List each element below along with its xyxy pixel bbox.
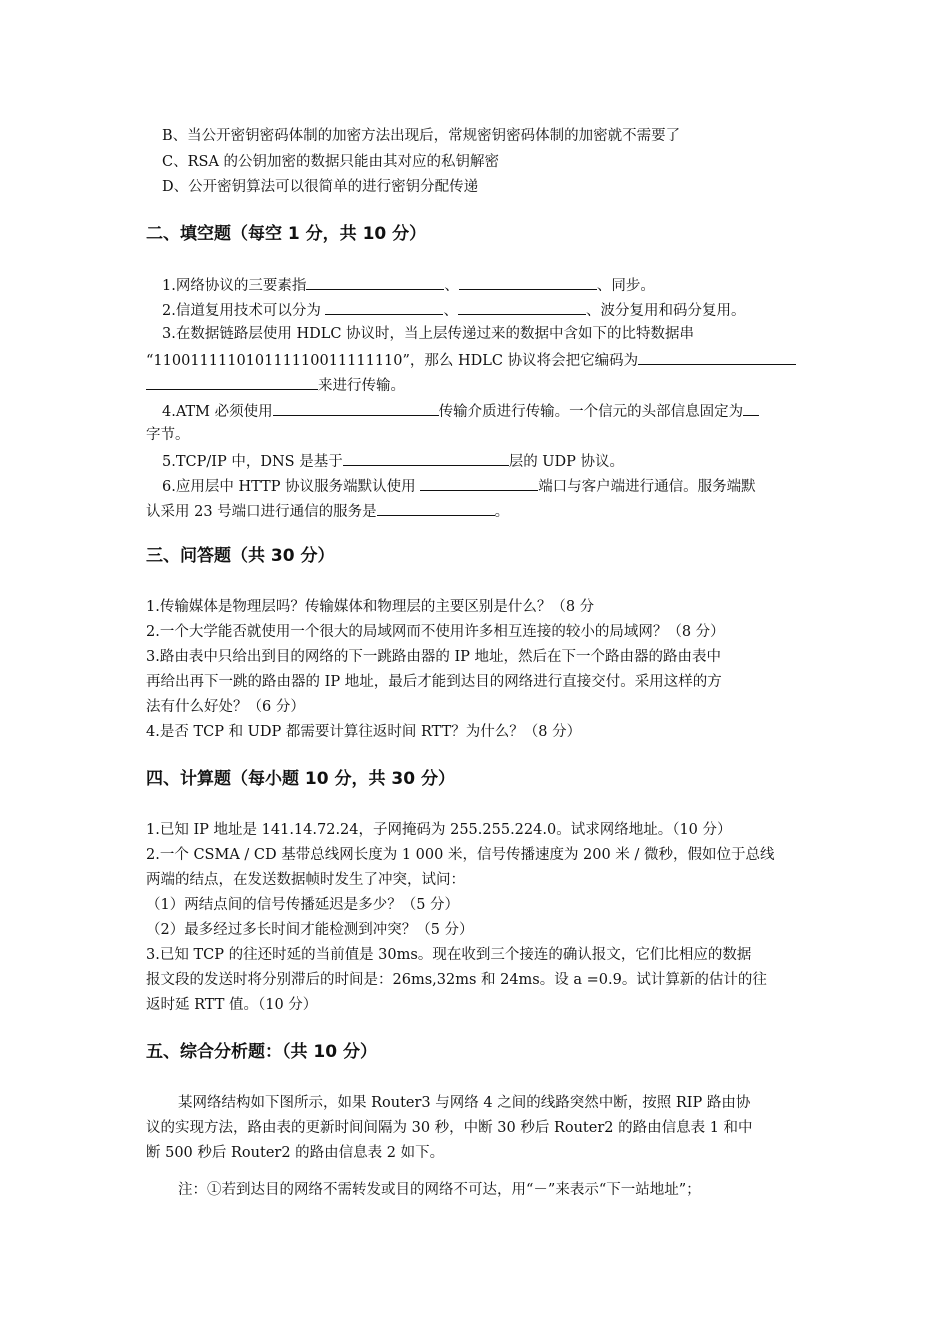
answer-blank[interactable] [146,374,318,390]
qa-question-3-line-1: 3.路由表中只给出到目的网络的下一跳路由器的 IP 地址，然后在下一个路由器的路由表中 [146,649,722,665]
answer-blank[interactable] [420,475,538,491]
fill-question-3-line-2: “110011111010111110011111110”，那么 HDLC 协议将会把它编码为 [146,349,796,371]
calc-question-2-sub-1: （1）两结点间的信号传播延迟是多少？（5 分） [146,897,460,913]
calc-question-1: 1.已知 IP 地址是 141.14.72.24，子网掩码为 255.255.224.0。试求网络地址。（10 分） [146,822,732,838]
fill-question-3-line-1: 3.在数据链路层使用 HDLC 协议时，当上层传递过来的数据中含如下的比特数据串 [162,326,695,342]
answer-blank[interactable] [306,274,444,290]
calc-question-3-line-3: 返时延 RTT 值。（10 分） [146,997,318,1013]
fill-question-2: 2.信道复用技术可以分为 、 、波分复用和码分复用。 [162,299,745,321]
calc-question-2-line-2: 两端的结点，在发送数据帧时发生了冲突，试问： [146,872,465,888]
answer-blank[interactable] [459,274,597,290]
qa-question-3-line-3: 法有什么好处？（6 分） [146,699,305,715]
analysis-note: 注：①若到达目的网络不需转发或目的网络不可达，用“－”来表示“下一站地址”； [178,1182,701,1198]
qa-question-1: 1.传输媒体是物理层吗？传输媒体和物理层的主要区别是什么？（8 分 [146,599,595,615]
qa-question-4: 4.是否 TCP 和 UDP 都需要计算往返时间 RTT？为什么？（8 分） [146,724,582,740]
section-5-title: 五、综合分析题：（共 10 分） [146,1042,377,1062]
calc-question-3-line-2: 报文段的发送时将分别滞后的时间是：26ms,32ms 和 24ms。设 a =0.9。试计算新的估计的往 [146,972,767,988]
choice-b: B、当公开密钥密码体制的加密方法出现后，常规密钥密码体制的加密就不需要了 [162,128,681,144]
fill-question-1: 1.网络协议的三要素指 、 、同步。 [162,274,655,296]
answer-blank[interactable] [638,349,796,365]
analysis-paragraph-line-2: 议的实现方法，路由表的更新时间间隔为 30 秒，中断 30 秒后 Router2 的路由信息表 1 和中 [146,1120,753,1136]
calc-question-2-line-1: 2.一个 CSMA / CD 基带总线网长度为 1 000 米，信号传播速度为 200 米 / 微秒，假如位于总线 [146,847,775,863]
section-4-title: 四、计算题（每小题 10 分，共 30 分） [146,769,455,789]
qa-question-2: 2.一个大学能否就使用一个很大的局域网而不使用许多相互连接的较小的局域网？（8 分） [146,624,725,640]
answer-blank[interactable] [325,299,443,315]
calc-question-3-line-1: 3.已知 TCP 的往还时延的当前值是 30ms。现在收到三个接连的确认报文，它们比相应的数据 [146,947,752,963]
choice-d: D、公开密钥算法可以很简单的进行密钥分配传递 [162,179,479,195]
calc-question-2-sub-2: （2）最多经过多长时间才能检测到冲突？（5 分） [146,922,474,938]
analysis-paragraph-line-3: 断 500 秒后 Router2 的路由信息表 2 如下。 [146,1145,445,1161]
answer-blank[interactable] [377,500,495,516]
section-2-title: 二、填空题（每空 1 分，共 10 分） [146,224,427,244]
fill-question-5: 5.TCP/IP 中，DNS 是基于 层的 UDP 协议。 [162,450,624,472]
answer-blank[interactable] [273,400,439,416]
answer-blank[interactable] [458,299,586,315]
qa-question-3-line-2: 再给出再下一跳的路由器的 IP 地址，最后才能到达目的网络进行直接交付。采用这样的方 [146,674,722,690]
section-3-title: 三、问答题（共 30 分） [146,546,335,566]
fill-question-6: 6.应用层中 HTTP 协议服务端默认使用 端口与客户端进行通信。服务端默 [162,475,756,497]
choice-c: C、RSA 的公钥加密的数据只能由其对应的私钥解密 [162,154,500,170]
fill-question-3-line-3: 来进行传输。 [146,374,405,396]
analysis-paragraph-line-1: 某网络结构如下图所示，如果 Router3 与网络 4 之间的线路突然中断，按照 RIP 路由协 [178,1095,751,1111]
fill-question-6-line-2: 认采用 23 号端口进行通信的服务是 。 [146,500,509,522]
fill-question-4-line-2: 字节。 [146,427,190,443]
answer-blank[interactable] [343,450,509,466]
fill-question-4: 4.ATM 必须使用 传输介质进行传输。一个信元的头部信息固定为 [162,400,759,422]
answer-blank[interactable] [743,400,759,416]
